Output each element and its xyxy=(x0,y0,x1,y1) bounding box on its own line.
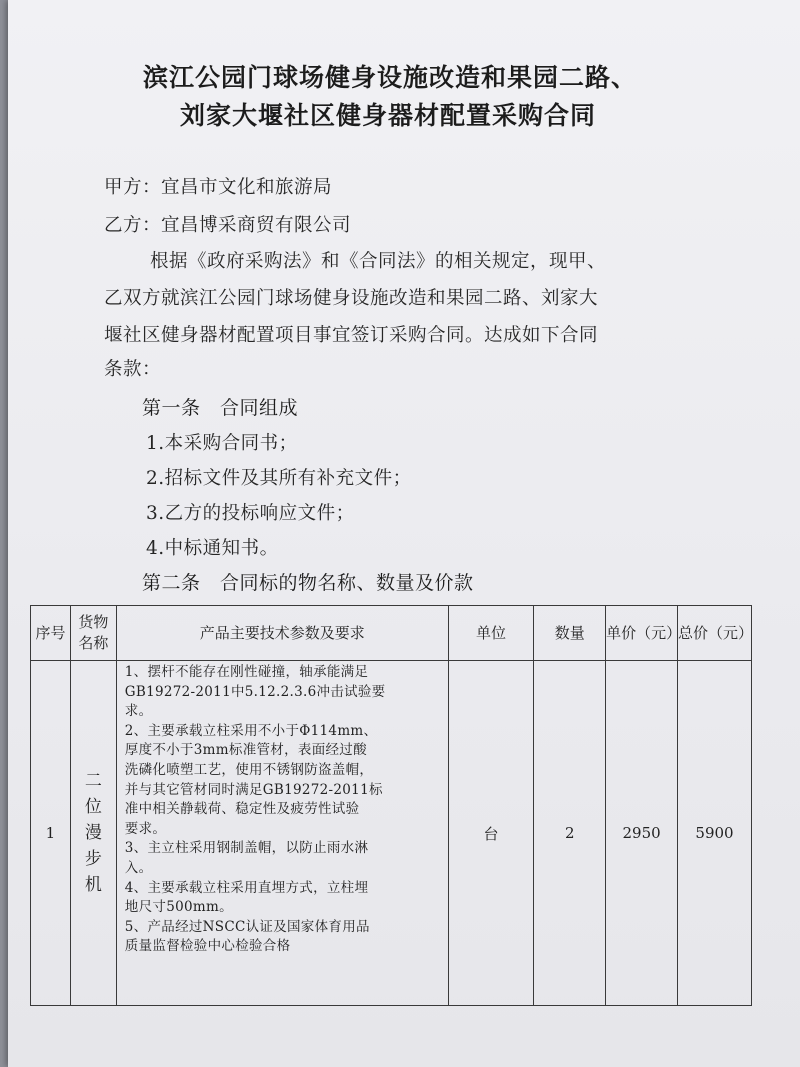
spec-line: 质量监督检验中心检验合格 xyxy=(124,938,291,955)
goods-name-char: 机 xyxy=(84,875,102,895)
contract-page xyxy=(8,0,800,1067)
party-b: 乙方：宜昌博采商贸有限公司 xyxy=(104,215,352,236)
spec-line: 并与其它管材同时满足GB19272-2011标 xyxy=(124,781,383,798)
cell-total: 5900 xyxy=(678,661,752,1006)
article-1-item: 1.本采购合同书； xyxy=(146,433,298,454)
spec-line: 2、主要承载立柱采用不小于Φ114mm、 xyxy=(124,722,378,739)
header-unit-price: 单价（元） xyxy=(606,606,678,661)
cell-unit: 台 xyxy=(448,661,534,1006)
article-1-item: 2.招标文件及其所有补充文件； xyxy=(146,468,412,489)
spec-line: 入。 xyxy=(124,859,153,876)
spec-line: 1、摆杆不能存在刚性碰撞，轴承能满足 xyxy=(124,664,369,680)
header-unit: 单位 xyxy=(448,606,534,661)
table-header-row xyxy=(31,606,752,661)
spec-line: 要求。 xyxy=(124,820,167,837)
cell-unit-price: 2950 xyxy=(606,661,678,1006)
goods-table xyxy=(30,605,752,1006)
contract-title-line-2: 刘家大堰社区健身器材配置采购合同 xyxy=(179,101,596,130)
intro-line: 条款： xyxy=(104,359,162,380)
party-a: 甲方：宜昌市文化和旅游局 xyxy=(104,177,333,198)
article-1-heading: 第一条 合同组成 xyxy=(142,397,299,419)
goods-name-char: 位 xyxy=(84,797,102,817)
spec-line: 准中相关静载荷、稳定性及疲劳性试验 xyxy=(124,801,360,818)
header-total: 总价（元） xyxy=(678,606,752,661)
contract-title-line-1: 滨江公园门球场健身设施改造和果园二路、 xyxy=(142,63,637,92)
spec-line: 5、产品经过NSCC认证及国家体育用品 xyxy=(124,918,370,935)
intro-line: 堰社区健身器材配置项目事宜签订采购合同。达成如下合同 xyxy=(104,325,599,346)
header-spec: 产品主要技术参数及要求 xyxy=(116,606,448,661)
goods-name-char: 漫 xyxy=(84,823,102,843)
article-2-heading: 第二条 合同标的物名称、数量及价款 xyxy=(142,572,474,594)
header-name-line: 货物 xyxy=(78,613,109,631)
header-qty: 数量 xyxy=(534,606,606,661)
cell-qty: 2 xyxy=(534,661,606,1006)
cell-spec xyxy=(116,661,448,1006)
goods-name-char: 二 xyxy=(84,771,102,791)
header-name-line: 名称 xyxy=(78,634,109,652)
spec-line: 求。 xyxy=(124,703,153,720)
spec-line: GB19272-2011中5.12.2.3.6冲击试验要 xyxy=(124,683,386,700)
goods-name-char: 步 xyxy=(84,849,102,869)
article-1-item: 4.中标通知书。 xyxy=(146,538,279,559)
article-1-item: 3.乙方的投标响应文件； xyxy=(146,503,355,524)
header-name xyxy=(70,606,116,661)
spec-line: 4、主要承载立柱采用直埋方式，立柱埋 xyxy=(124,879,369,896)
spec-line: 厚度不小于3mm标准管材，表面经过酸 xyxy=(124,742,367,759)
spec-line: 地尺寸500mm。 xyxy=(124,899,233,916)
table-row xyxy=(31,661,752,1006)
intro-line: 根据《政府采购法》和《合同法》的相关规定，现甲、 xyxy=(150,251,607,272)
cell-no: 1 xyxy=(31,661,71,1006)
header-no: 序号 xyxy=(31,606,71,661)
intro-line: 乙双方就滨江公园门球场健身设施改造和果园二路、刘家大 xyxy=(104,288,599,309)
spec-line: 洗磷化喷塑工艺，使用不锈钢防盗盖帽， xyxy=(124,761,374,778)
cell-goods-name xyxy=(70,661,116,1006)
spec-line: 3、主立柱采用钢制盖帽，以防止雨水淋 xyxy=(124,840,369,857)
